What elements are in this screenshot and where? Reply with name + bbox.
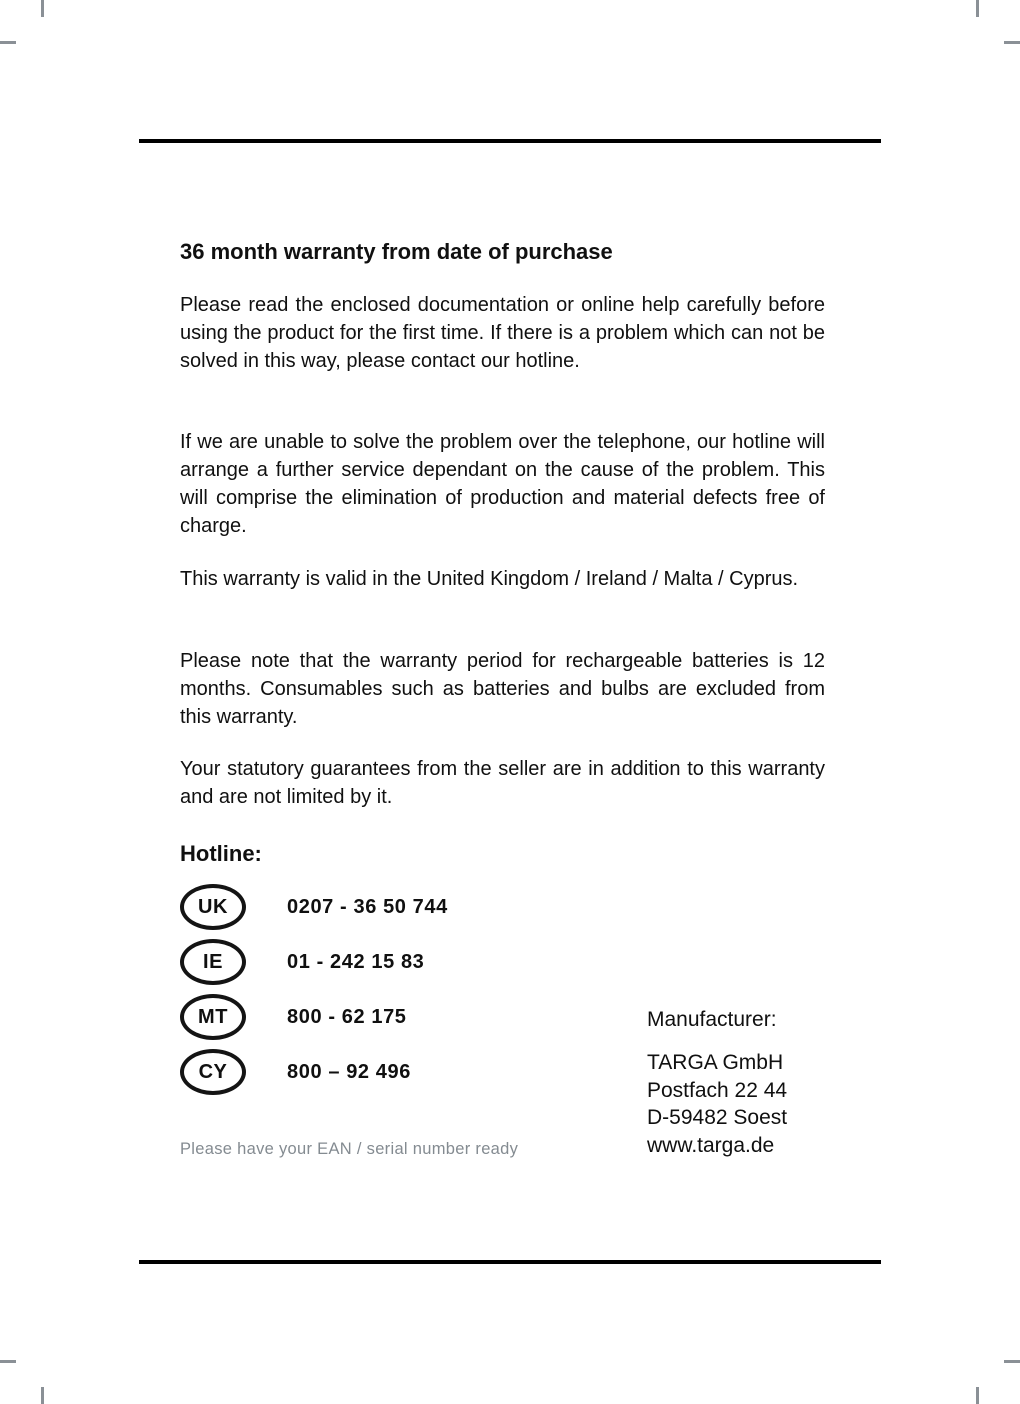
paragraph-statutory-guarantees: Your statutory guarantees from the seller are in addition to this warranty and are not limited by it.	[180, 758, 825, 808]
paragraph-warranty-validity: This warranty is valid in the United Kingdom / Ireland / Malta / Cyprus.	[180, 568, 799, 590]
page-title: 36 month warranty from date of purchase	[180, 239, 613, 264]
hotline-heading: Hotline:	[180, 841, 262, 866]
crop-mark-bottom-right-vertical	[976, 1387, 979, 1404]
mt-hotline-number: 800 - 62 175	[287, 1005, 407, 1028]
hotline-row-cy	[180, 1049, 448, 1095]
ie-hotline-number: 01 - 242 15 83	[287, 950, 425, 973]
paragraph-read-documentation: Please read the enclosed documentation or online help carefully before using the product for the first time. If there is a problem which can not be solved in this way, please contact our hotline.	[180, 294, 825, 372]
crop-mark-bottom-right-horizontal	[1004, 1360, 1020, 1363]
ie-country-badge	[180, 939, 246, 985]
crop-mark-bottom-left-vertical	[41, 1387, 44, 1404]
mt-country-badge	[180, 994, 246, 1040]
uk-country-badge	[180, 884, 246, 930]
crop-mark-top-right-vertical	[976, 0, 979, 17]
hotline-row-ie	[180, 939, 448, 985]
footer-rule	[139, 1260, 881, 1264]
crop-mark-bottom-left-horizontal	[0, 1360, 16, 1363]
cy-country-badge	[180, 1049, 246, 1095]
header-rule	[139, 139, 881, 143]
manufacturer-address	[647, 1049, 787, 1159]
manufacturer-website: www.targa.de	[647, 1133, 775, 1157]
mt-country-code: MT	[198, 1005, 228, 1028]
uk-hotline-number: 0207 - 36 50 744	[287, 895, 448, 918]
paragraph-hotline-service: If we are unable to solve the problem over the telephone, our hotline will arrange a further service dependant on the cause of the problem. This will comprise the elimination of production and material defects free of charge.	[180, 431, 825, 537]
manufacturer-heading: Manufacturer:	[647, 1008, 777, 1031]
manufacturer-city: D-59482 Soest	[647, 1106, 788, 1129]
manufacturer-name: TARGA GmbH	[647, 1051, 784, 1074]
ie-country-code: IE	[203, 950, 223, 973]
crop-mark-top-right-horizontal	[1004, 41, 1020, 44]
hotline-list	[180, 884, 448, 1104]
hotline-row-uk	[180, 884, 448, 930]
paragraph-battery-warranty: Please note that the warranty period for rechargeable batteries is 12 months. Consumables such as batteries and bulbs are excluded from this warranty.	[180, 650, 825, 728]
cy-hotline-number: 800 – 92 496	[287, 1060, 411, 1083]
cy-country-code: CY	[198, 1060, 228, 1083]
crop-mark-top-left-horizontal	[0, 41, 16, 44]
crop-mark-top-left-vertical	[41, 0, 44, 17]
hotline-row-mt	[180, 994, 448, 1040]
manufacturer-pobox: Postfach 22 44	[647, 1078, 788, 1102]
ean-serial-note: Please have your EAN / serial number ready	[180, 1140, 519, 1158]
uk-country-code: UK	[198, 895, 228, 918]
